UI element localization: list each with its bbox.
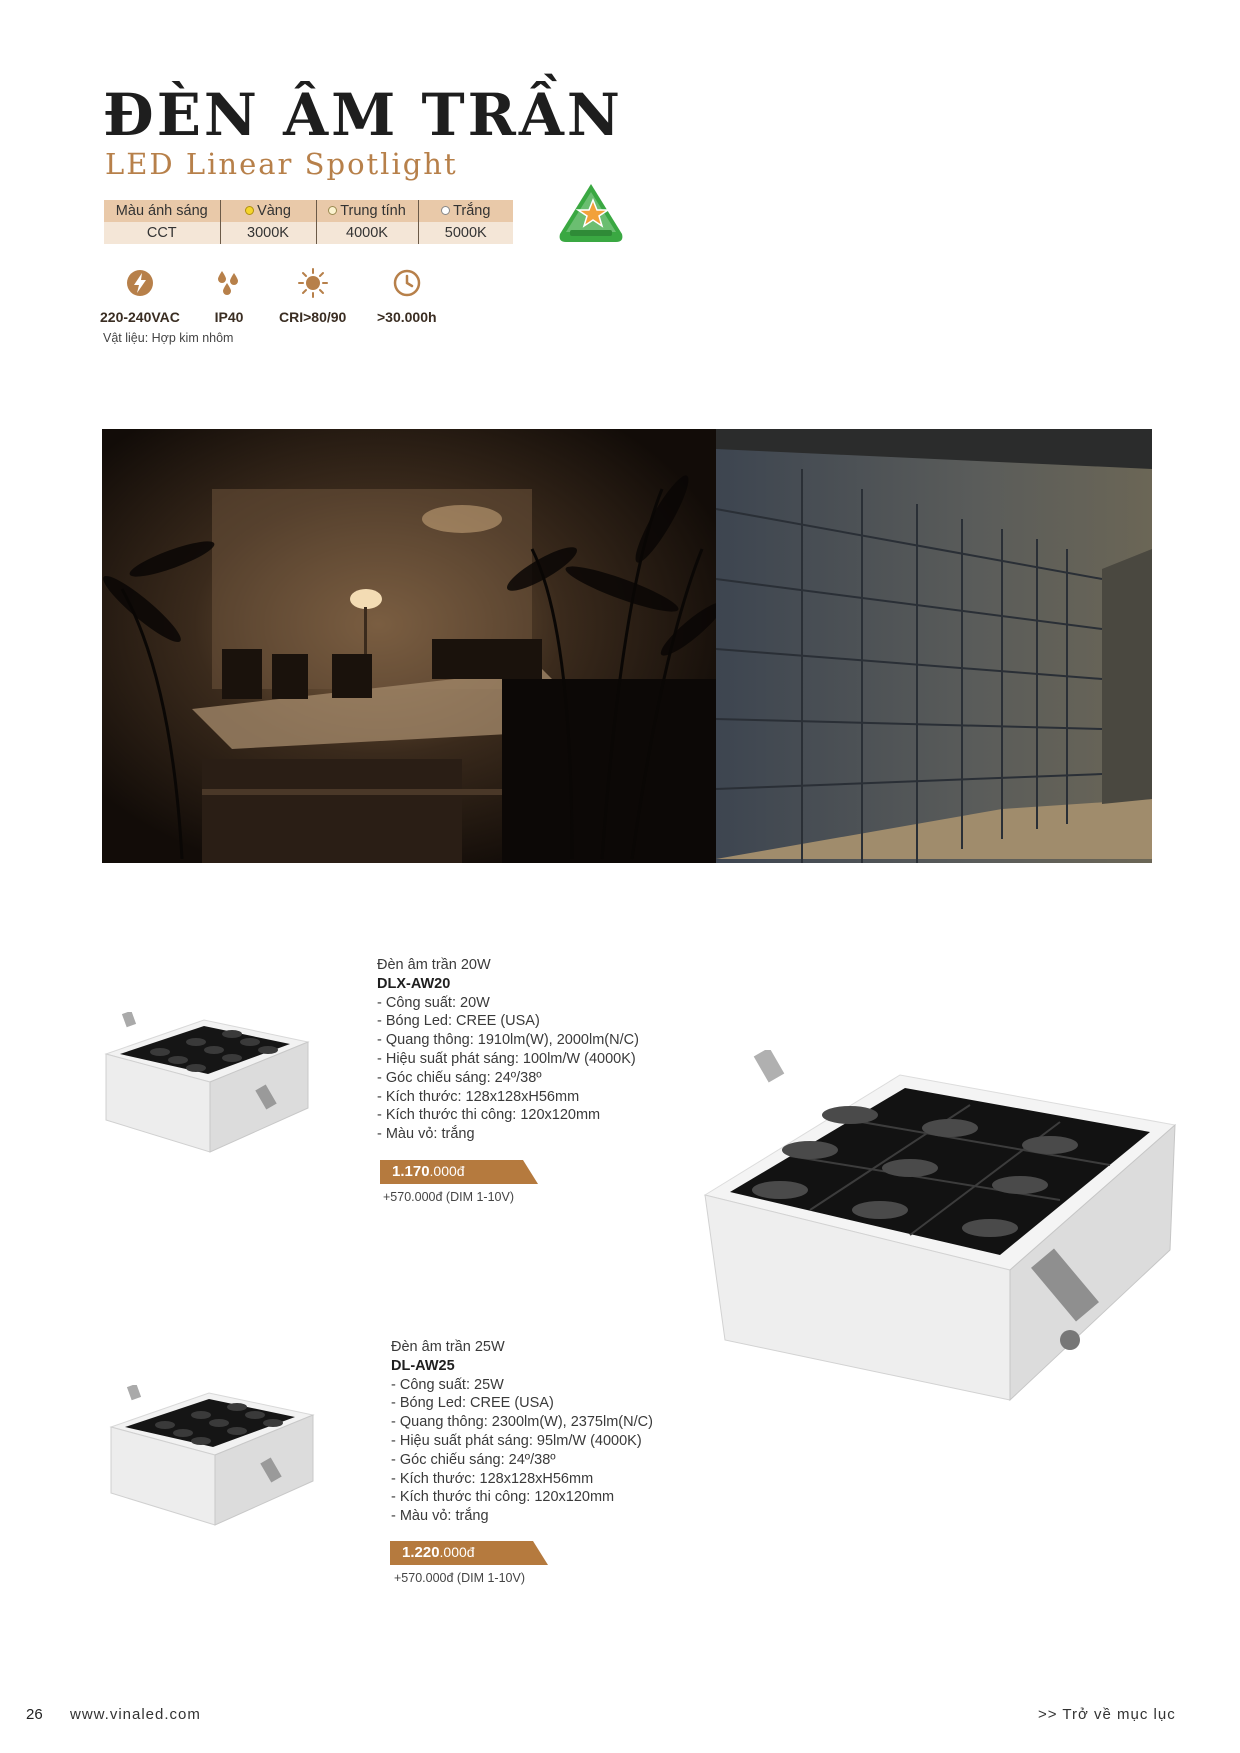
neutral-dot-icon xyxy=(328,206,337,215)
interior-photo xyxy=(102,429,1152,863)
sun-icon xyxy=(298,268,328,298)
lounge-and-locker-scene xyxy=(102,429,1152,863)
website-link[interactable]: www.vinaled.com xyxy=(70,1706,201,1723)
product-image-large xyxy=(700,1050,1180,1410)
feature-line: - Kích thước: 128x128xH56mm xyxy=(377,1088,580,1105)
product-code: DL-AW25 xyxy=(391,1357,455,1374)
price-tag-aw25 xyxy=(390,1541,550,1565)
feature-line: - Kích thước: 128x128xH56mm xyxy=(391,1470,594,1487)
spec-lifetime xyxy=(377,268,437,325)
page-number: 26 xyxy=(26,1706,43,1723)
back-to-contents-link[interactable]: >> Trở về mục lục xyxy=(1038,1706,1176,1723)
feature-line: - Kích thước thi công: 120x120mm xyxy=(377,1107,601,1124)
product-name: Đèn âm trần 25W xyxy=(391,1339,505,1355)
spec-voltage-label: 220-240VAC xyxy=(100,309,180,325)
spec-lifetime-label: >30.000h xyxy=(377,309,437,325)
clock-icon xyxy=(392,268,422,298)
feature-line: - Hiệu suất phát sáng: 100lm/W (4000K) xyxy=(377,1050,636,1067)
feature-line: - Quang thông: 2300lm(W), 2375lm(N/C) xyxy=(391,1414,653,1431)
feature-line: - Màu vỏ: trắng xyxy=(391,1508,489,1525)
feature-line: - Bóng Led: CREE (USA) xyxy=(377,1013,540,1030)
cct-header-neutral: Trung tính xyxy=(316,200,418,222)
certification-badge-icon xyxy=(556,182,626,246)
water-drops-icon xyxy=(214,268,244,298)
cct-value-warm: 3000K xyxy=(220,222,316,244)
dim-note: +570.000đ (DIM 1-10V) xyxy=(394,1571,525,1585)
spec-cri xyxy=(279,268,346,325)
white-dot-icon xyxy=(441,206,450,215)
cct-header-white: Trắng xyxy=(418,200,513,222)
feature-line: - Quang thông: 1910lm(W), 2000lm(N/C) xyxy=(377,1032,639,1049)
feature-line: - Kích thước thi công: 120x120mm xyxy=(391,1489,615,1506)
price-tag-aw20 xyxy=(380,1160,540,1184)
price-label: 1.170.000đ xyxy=(392,1163,465,1180)
dim-note: +570.000đ (DIM 1-10V) xyxy=(383,1190,514,1204)
cct-header-warm: Vàng xyxy=(220,200,316,222)
feature-line: - Công suất: 20W xyxy=(377,994,490,1011)
product-code: DLX-AW20 xyxy=(377,975,451,992)
page-subtitle: LED Linear Spotlight xyxy=(105,147,458,181)
page-title: ĐÈN ÂM TRẦN xyxy=(103,81,623,149)
cct-header-label: Màu ánh sáng xyxy=(104,200,220,222)
product-image-aw25 xyxy=(105,1385,317,1535)
product-image-aw20 xyxy=(100,1012,312,1162)
material-note: Vật liệu: Hợp kim nhôm xyxy=(103,331,234,345)
lightning-icon xyxy=(125,268,155,298)
yellow-dot-icon xyxy=(245,206,254,215)
product-info-aw20 xyxy=(377,956,639,1144)
cct-value-white: 5000K xyxy=(418,222,513,244)
spec-voltage xyxy=(100,268,180,325)
feature-line: - Công suất: 25W xyxy=(391,1376,504,1393)
feature-line: - Màu vỏ: trắng xyxy=(377,1126,475,1143)
cct-header-row xyxy=(104,200,513,222)
feature-line: - Góc chiếu sáng: 24º/38º xyxy=(377,1069,542,1086)
cct-value-neutral: 4000K xyxy=(316,222,418,244)
spec-ip-label: IP40 xyxy=(214,309,244,325)
cct-value-row xyxy=(104,222,513,244)
price-label: 1.220.000đ xyxy=(402,1544,475,1561)
cct-value-label: CCT xyxy=(104,222,220,244)
feature-line: - Góc chiếu sáng: 24º/38º xyxy=(391,1451,556,1468)
product-info-aw25 xyxy=(391,1338,653,1526)
feature-line: - Hiệu suất phát sáng: 95lm/W (4000K) xyxy=(391,1432,642,1449)
spec-ip xyxy=(214,268,244,325)
cct-table xyxy=(104,200,513,244)
product-name: Đèn âm trần 20W xyxy=(377,957,491,973)
spec-cri-label: CRI>80/90 xyxy=(279,309,347,325)
feature-line: - Bóng Led: CREE (USA) xyxy=(391,1395,554,1412)
